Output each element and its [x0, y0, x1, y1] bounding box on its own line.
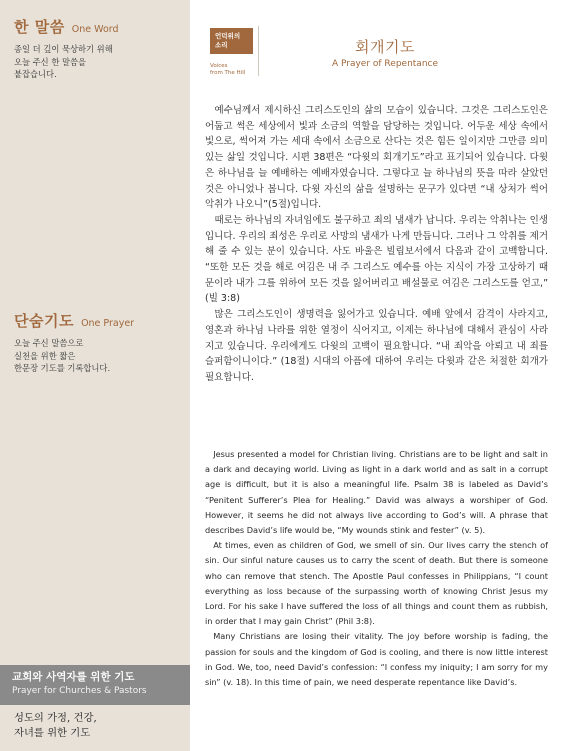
badge-caption-line: from The Hill [210, 70, 246, 76]
voices-badge [210, 28, 253, 54]
badge-line: 소리 [215, 41, 228, 49]
page-title: 회개기도 [355, 38, 415, 56]
one-word-desc-line: 종일 더 깊이 묵상하기 위해 [14, 44, 113, 54]
church-prayer-desc-line: 성도의 가정, 건강, [14, 712, 97, 724]
one-word-title: 한 말씀 [14, 18, 65, 36]
english-paragraph: Many Christians are losing their vitality. The joy before worship is fading, the passion for souls and the kingdom of God is cooling, and there is now little interest in God. We, too, need David’s confession: “I confess my iniquity; I am sorry for my sin” (v. 18). In this time of pain, we need desperate repentance like David’s. [205, 631, 548, 688]
korean-paragraph: 많은 그리스도인이 생명력을 잃어가고 있습니다. 예배 앞에서 감격이 사라지고, 영혼과 하나님 나라를 위한 열정이 식어지고, 이제는 하나님에 대해서 관심이 사라지고 있습니다. 우리에게도 다윗의 고백이 필요합니다. “내 죄악을 아뢰고 내 죄를 슬퍼함이니이다.” (18절) 시대의 아픔에 대하여 우리는 다윗과 같은 처절한 회개가 필요합니다. [205, 309, 548, 383]
one-prayer-desc-line: 한문장 기도를 기록합니다. [14, 363, 111, 373]
header-divider [258, 26, 259, 76]
page-subtitle: A Prayer of Repentance [331, 59, 439, 69]
one-word-desc-line: 오늘 주신 한 말씀을 [14, 56, 87, 67]
english-paragraph: At times, even as children of God, we smell of sin. Our lives carry the stench of sin. Our sinful nature causes us to carry the scent of death. But there is someone who can remove that stench. The Apostle Paul confesses in Philippians, “I count everything as loss because of the surpassing worth of knowing Christ Jesus my Lord. For his sake I have suffered the loss of all things and count them as rubbish, in order that I may gain Christ” (Phil 3:8). [205, 540, 548, 627]
badge-caption-line: Voices [210, 63, 228, 69]
korean-paragraph: 때로는 하나님의 자녀임에도 불구하고 죄의 냄새가 납니다. 우리는 악취나는 인생입니다. 우리의 죄성은 우리로 사망의 냄새가 나게 만듭니다. 그러나 그 악취를 제거해 줄 수 있는 분이 있습니다. 사도 바울은 빌립보서에서 다음과 같이 고백합니다. “또한 모든 것을 해로 여김은 내 주 그리스도 예수를 아는 지식이 가장 고상하기 때문이라 내가 그를 위하여 모든 것을 잃어버리고 배설물로 여김은 그리스도를 얻고,” (빌 3:8) [205, 214, 548, 305]
one-word-desc-line: 붙잡습니다. [14, 69, 57, 79]
sidebar [0, 0, 190, 751]
voices-badge-caption [210, 63, 245, 77]
one-prayer-section [14, 312, 180, 375]
one-word-description [14, 43, 180, 81]
church-prayer-bar [0, 665, 190, 705]
one-word-section [14, 18, 180, 81]
one-word-subtitle: One Word [71, 24, 119, 35]
church-prayer-subtitle: Prayer for Churches & Pastors [12, 686, 147, 696]
one-prayer-desc-line: 실천을 위한 짧은 [14, 350, 76, 361]
one-prayer-desc-line: 오늘 주신 말씀으로 [14, 338, 84, 348]
church-prayer-description [14, 711, 97, 741]
badge-line: 언덕위의 [215, 32, 241, 40]
church-prayer-desc-line: 자녀를 위한 기도 [14, 727, 91, 739]
one-prayer-title: 단숨기도 [14, 312, 74, 330]
korean-paragraph: 예수님께서 제시하신 그리스도인의 삶의 모습이 있습니다. 그것은 그리스도인은 어둡고 썩은 세상에서 빛과 소금의 역할을 담당하는 것입니다. 어두운 세상 속에서 빛으로, 썩어져 가는 세대 속에서 소금으로 산다는 것은 힘든 일이지만 그만큼 의미 있는 삶일 것입니다. 시편 38편은 “다윗의 회개기도”라고 표기되어 있습니다. 다윗은 하나님을 늘 예배하는 예배자였습니다. 그렇다고 늘 하나님의 뜻을 따라 살았던 것은 아니었나 봅니다. 다윗 자신의 삶을 설명하는 문구가 있다면 “내 상처가 썩어 악취가 나오니”(5절)입니다. [205, 105, 548, 211]
one-prayer-subtitle: One Prayer [81, 318, 135, 329]
english-paragraph: Jesus presented a model for Christian living. Christians are to be light and salt in a dark and decaying world. Living as light in a dark world and as salt in a corrupt age is difficult, but it is also a meaningful life. Psalm 38 is labeled as David’s “Penitent Sufferer’s Plea for Healing.” David was always a worshiper of God. However, it seems he did not always live according to God’s will. A phrase that describes David’s life would be, “My wounds stink and fester” (v. 5). [205, 449, 548, 536]
church-prayer-title: 교회와 사역자를 위한 기도 [12, 671, 135, 683]
one-prayer-description [14, 337, 180, 375]
korean-body [205, 103, 548, 386]
one-prayer-heading [14, 312, 180, 333]
one-word-heading [14, 18, 180, 39]
english-body [205, 447, 548, 690]
